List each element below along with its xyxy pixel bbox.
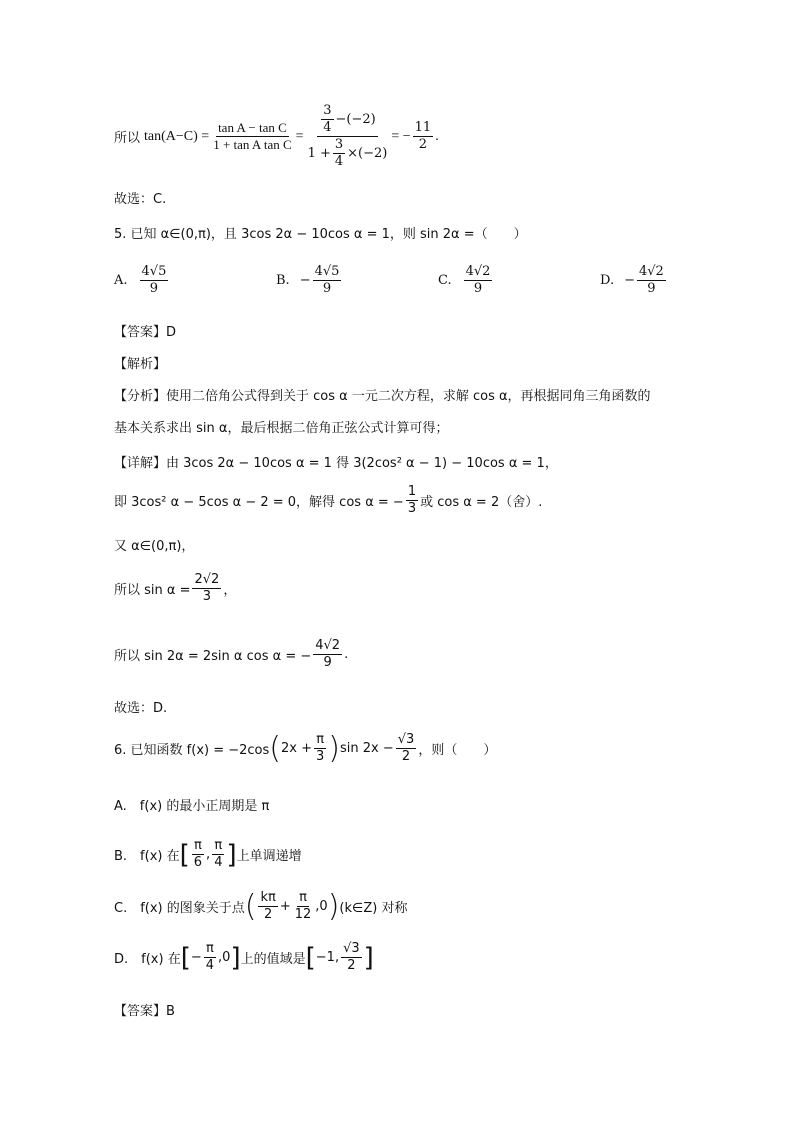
option-fraction — [313, 264, 342, 297]
num: kπ — [260, 890, 276, 905]
fraction — [212, 838, 224, 871]
fraction-sin — [192, 572, 221, 605]
option-text: D. f(x) 在 — [114, 952, 181, 967]
sin2-text: 所以 sin 2α = 2sin α cos α = − — [114, 649, 312, 664]
fraction-sin2 — [313, 638, 342, 671]
left-bracket: [ — [180, 942, 191, 973]
fraction — [192, 838, 204, 871]
option-label: C. — [438, 273, 452, 288]
analysis-line-1: 【分析】使用二倍角公式得到关于 cos α 一元二次方程，求解 cos α，再根据同角三角函数的 — [114, 389, 651, 404]
den: 3 — [407, 501, 417, 516]
den-4: 4 — [334, 154, 344, 169]
left-bracket: [ — [305, 942, 316, 973]
option-label: D. — [600, 273, 615, 288]
fraction-num: tan A − tan C — [218, 120, 287, 135]
num: √3 — [343, 941, 360, 956]
period: . — [344, 647, 349, 662]
minus-sign: − — [624, 273, 635, 288]
option-text: C. f(x) 的图象关于点 — [114, 901, 245, 916]
fraction-den: 1 + tan A tan C — [213, 137, 292, 152]
fraction — [258, 890, 277, 923]
option-fraction — [464, 264, 493, 297]
den: 2 — [347, 958, 356, 973]
q6-text: 6. 已知函数 f(x) = −2cos — [114, 743, 270, 758]
den: 3 — [316, 749, 325, 764]
option-6a: A. f(x) 的最小正周期是 π — [114, 799, 270, 814]
option-tail: 上单调递增 — [236, 849, 302, 864]
right-paren: ) — [327, 888, 340, 924]
fraction-num — [317, 103, 377, 137]
num: π — [214, 838, 223, 853]
option-d — [600, 264, 668, 297]
fraction-tan — [211, 120, 293, 153]
fraction-3-4 — [333, 137, 345, 170]
num: π — [299, 890, 307, 905]
solve-text: 即 3cos² α − 5cos α − 2 = 0，解得 cos α = − — [114, 495, 404, 510]
answer-choice-c: 故选：C. — [114, 192, 167, 207]
solve-line — [114, 484, 542, 517]
equals-minus: = − — [391, 128, 411, 144]
option-fraction — [637, 264, 666, 297]
option-c — [438, 264, 494, 297]
q6-mid: sin 2x − — [340, 741, 394, 756]
num: π — [316, 732, 325, 747]
option-mid: 上的值域是 — [240, 952, 306, 967]
fraction — [341, 941, 362, 974]
num-11: 11 — [414, 120, 432, 135]
fraction — [293, 890, 314, 923]
num: √3 — [397, 732, 415, 747]
neg-one: −1, — [315, 950, 340, 965]
num: 4√2 — [315, 638, 341, 653]
option-label: A. — [114, 273, 128, 288]
option-6b — [114, 838, 302, 871]
option-6c — [114, 890, 407, 923]
right-bracket: ] — [363, 942, 374, 973]
den: 2 — [264, 907, 273, 922]
num-3: 3 — [323, 103, 332, 118]
right-paren: ) — [328, 730, 340, 766]
times-neg2: ×(−2) — [347, 145, 388, 161]
den: 9 — [647, 281, 656, 296]
den: 9 — [322, 281, 332, 296]
fraction-den — [306, 137, 390, 170]
num: 4√2 — [639, 264, 664, 279]
question-5: 5. 已知 α∈(0,π)，且 3cos 2α − 10cos α = 1，则 sin 2α =（ ） — [114, 227, 527, 242]
option-b — [276, 264, 343, 297]
comma: ， — [223, 583, 237, 598]
question-6 — [114, 732, 496, 765]
q6-tail: ，则（ ） — [418, 743, 497, 758]
answer-5: 【答案】D — [114, 325, 177, 340]
den: 9 — [473, 281, 483, 296]
num: 4√2 — [465, 264, 491, 279]
den-2: 2 — [418, 137, 428, 152]
one-plus: 1 + — [307, 145, 331, 161]
num: 4√5 — [141, 264, 167, 279]
zero: ,0 — [315, 899, 328, 914]
fraction-result — [413, 120, 434, 153]
lhs: tan(A−C) = — [144, 128, 210, 144]
den-4: 4 — [323, 120, 332, 135]
num: 2√2 — [194, 572, 220, 587]
option-6d — [114, 941, 374, 974]
period: . — [435, 128, 439, 144]
option-fraction — [140, 264, 169, 297]
equals: = — [295, 128, 304, 144]
range-line: 又 α∈(0,π)， — [114, 539, 195, 554]
den: 6 — [193, 855, 203, 870]
fraction — [204, 941, 216, 974]
answer-6: 【答案】B — [114, 1004, 175, 1019]
sin-text: 所以 sin α = — [114, 583, 191, 598]
den: 4 — [205, 958, 215, 973]
minus: − — [190, 950, 202, 965]
option-a — [114, 264, 170, 297]
sin-alpha-line — [114, 572, 236, 605]
den: 12 — [294, 907, 312, 922]
left-paren: ( — [269, 730, 281, 766]
q6-inner: 2x + — [281, 741, 312, 756]
answer-choice-d: 故选：D. — [114, 701, 168, 716]
tan-formula-line — [114, 103, 439, 170]
num: 4√5 — [314, 264, 340, 279]
solve-tail: 或 cos α = 2（舍）. — [420, 495, 543, 510]
fraction-sqrt3-2 — [396, 732, 417, 765]
option-label: B. — [276, 273, 290, 288]
num: 1 — [407, 484, 417, 499]
zero: ,0 — [218, 950, 231, 965]
fraction-numeric — [306, 103, 390, 170]
left-paren: ( — [244, 888, 257, 924]
den: 3 — [202, 589, 212, 604]
fraction-pi-3 — [314, 732, 326, 765]
fraction-3-4 — [321, 103, 333, 136]
den: 9 — [323, 655, 332, 670]
option-tail: (k∈Z) 对称 — [339, 901, 408, 916]
minus-neg2: −(−2) — [335, 111, 376, 127]
num-3: 3 — [334, 137, 344, 152]
comma: , — [206, 847, 211, 862]
sin-2alpha-line — [114, 638, 348, 671]
analysis-heading: 【解析】 — [114, 357, 167, 372]
option-text: B. f(x) 在 — [114, 849, 180, 864]
prefix-suoyi: 所以 — [114, 131, 141, 146]
analysis-line-2: 基本关系求出 sin α，最后根据二倍角正弦公式计算可得； — [114, 421, 449, 436]
detail-line: 【详解】由 3cos 2α − 10cos α = 1 得 3(2cos² α − 1) − 10cos α = 1， — [114, 456, 558, 471]
fraction-1-3 — [406, 484, 418, 517]
num: π — [193, 838, 202, 853]
left-bracket: [ — [179, 839, 190, 870]
den: 4 — [214, 855, 223, 870]
right-bracket: ] — [230, 942, 241, 973]
den: 2 — [401, 749, 411, 764]
den: 9 — [149, 281, 159, 296]
minus-sign: − — [299, 273, 311, 288]
right-bracket: ] — [226, 839, 237, 870]
num: π — [205, 941, 214, 956]
plus: + — [279, 899, 291, 914]
